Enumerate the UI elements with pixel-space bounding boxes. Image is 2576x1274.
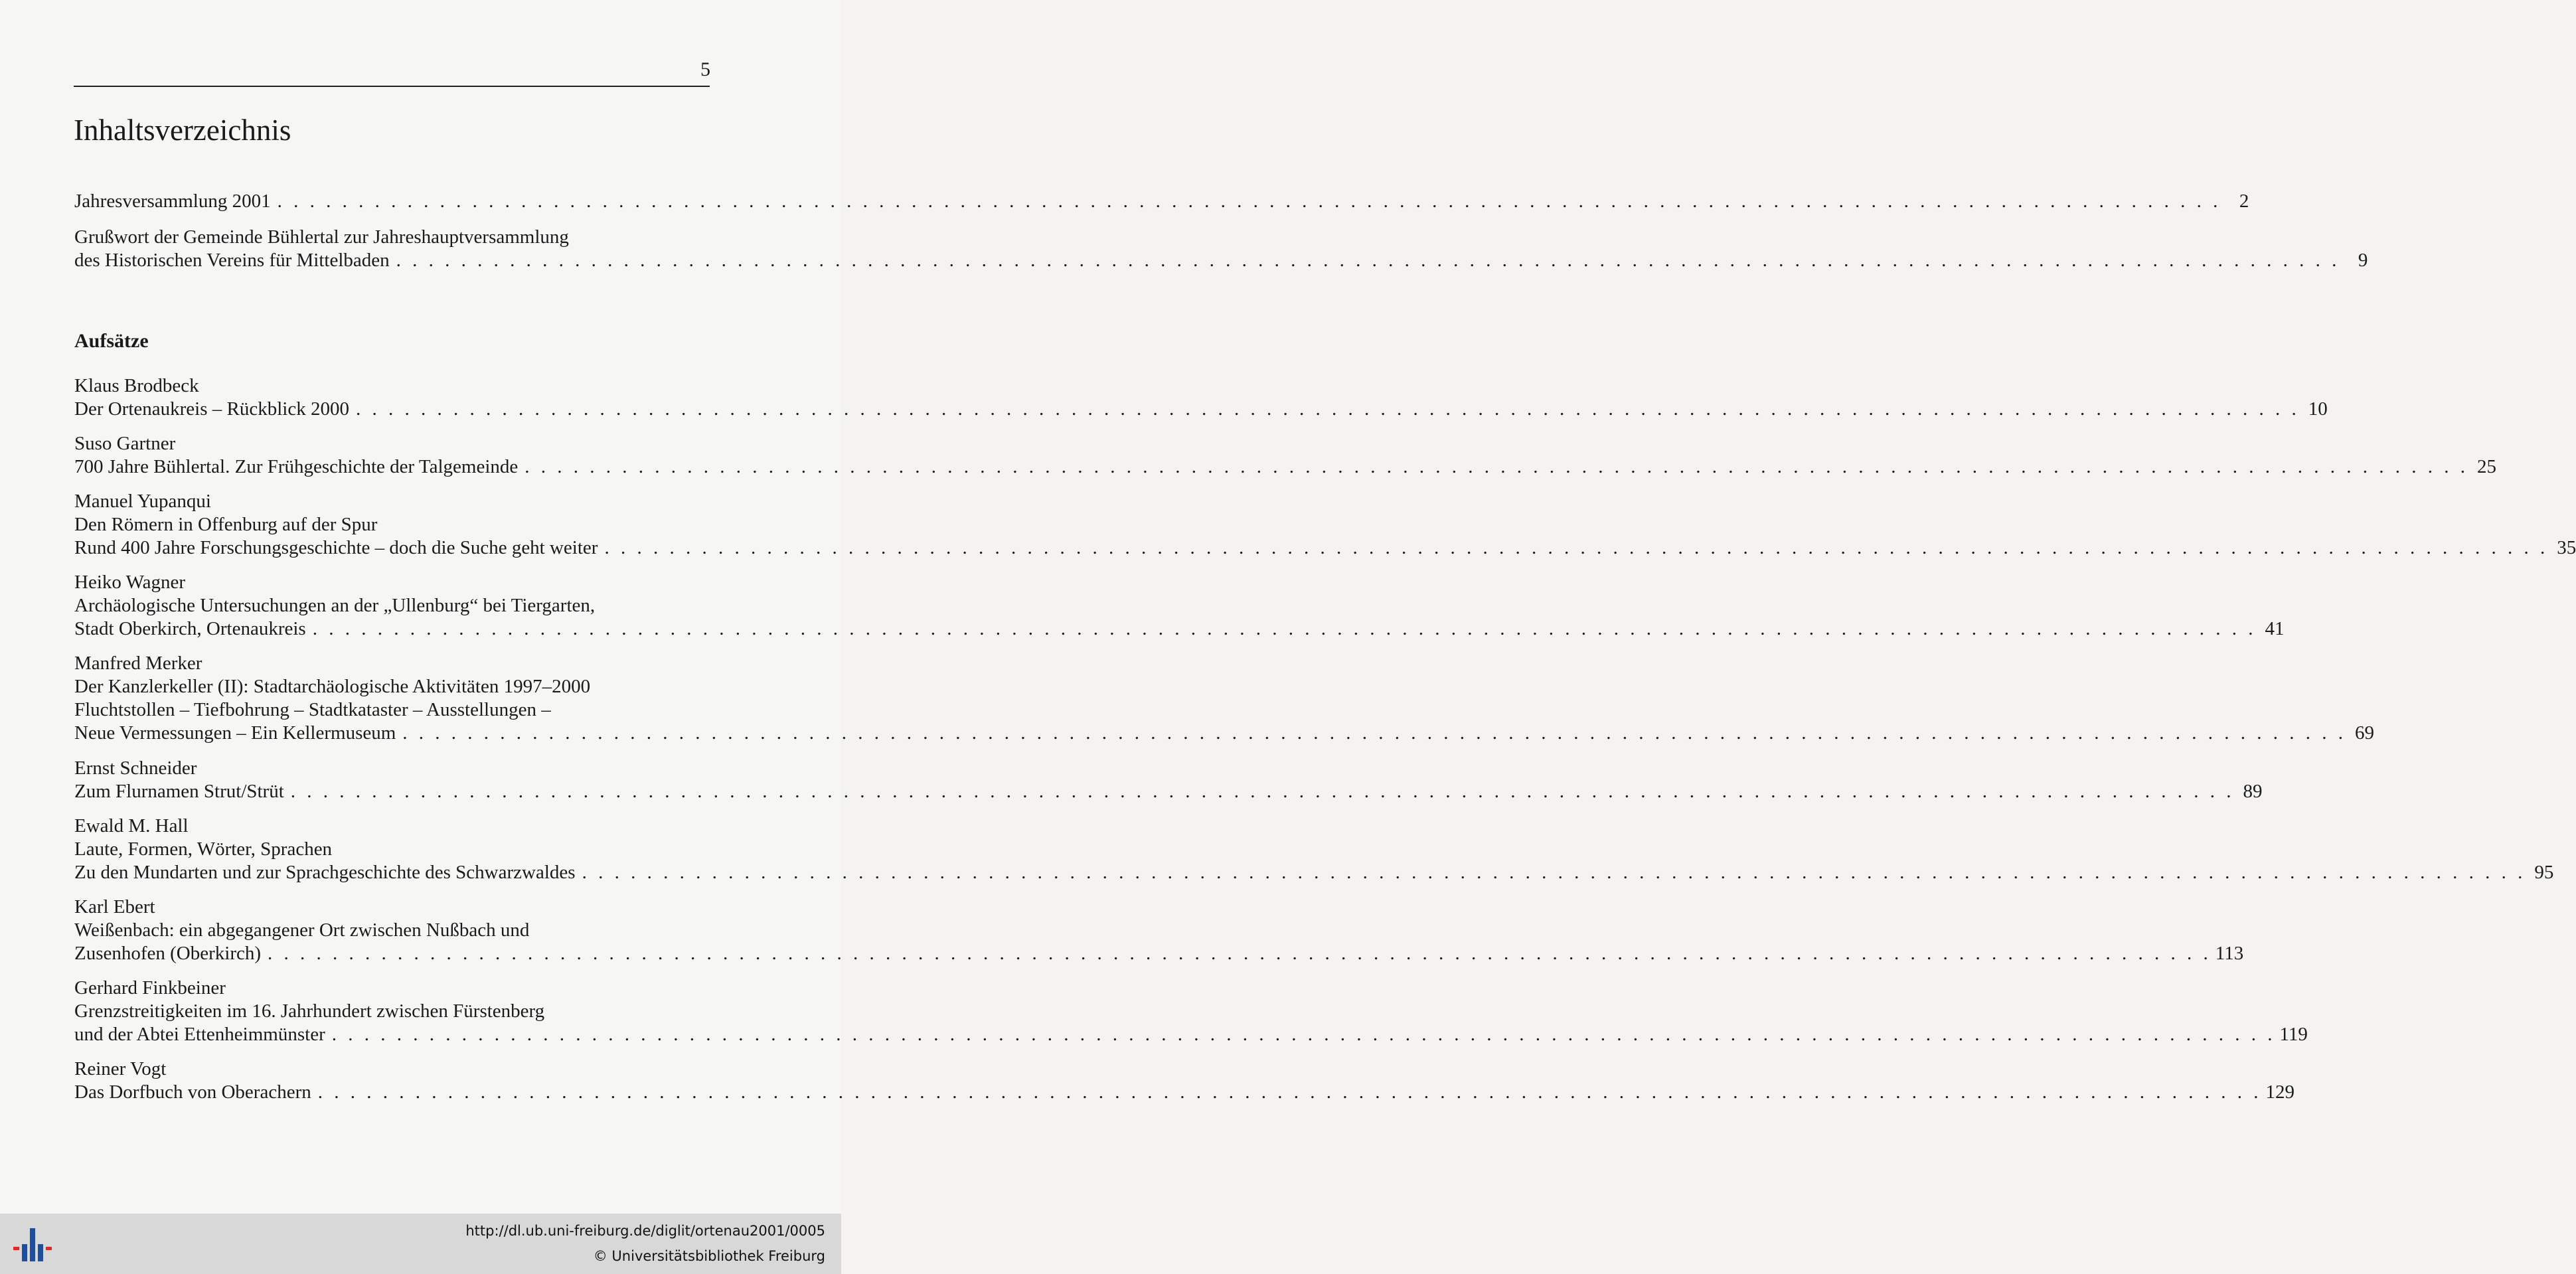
entry-leader-line [74,190,2249,213]
dot-leader: . . . . . . . . . . . . . . . . . . . . . . . . . . . . . . . . . . . . . . . . . . . . . . . . . . . . . . . . . . . . . . . . . . . . . . . . . . . . . . . . . . . . . . . . . . . . . . . . . . . . . . . . . . . . . . . . . . . . . . . . [396,250,2340,271]
ub-freiburg-logo-icon [12,1224,53,1265]
entry-page-number: 95 [2534,862,2554,883]
header-rule [74,86,710,87]
entry-title-line: 700 Jahre Bühlertal. Zur Frühgeschichte der Talgemeinde [74,456,519,477]
dot-leader: . . . . . . . . . . . . . . . . . . . . . . . . . . . . . . . . . . . . . . . . . . . . . . . . . . . . . . . . . . . . . . . . . . . . . . . . . . . . . . . . . . . . . . . . . . . . . . . . . . . . . . . . . . . . . . . . . . . . . . . . [604,537,2549,558]
entry-title-line: Das Dorfbuch von Oberachern [74,1081,311,1103]
entry-leader-line [74,617,2285,641]
entry-author: Ernst Schneider [74,757,197,779]
entry-page-number: 41 [2265,618,2285,639]
article-entry [74,571,2285,641]
article-entry [74,977,2308,1046]
entry-leader-line [74,398,2328,421]
entry-leader-line [74,722,2375,745]
page-number: 5 [700,58,710,80]
article-entry [74,374,2328,421]
entry-title-line: Neue Vermessungen – Ein Kellermuseum [74,722,396,744]
entry-page-number: 89 [2243,781,2263,802]
article-entry [74,490,2576,560]
article-entry [74,652,2375,745]
entry-page-number: 129 [2265,1081,2294,1103]
entry-leader-line [74,1023,2308,1046]
entry-author: Reiner Vogt [74,1058,167,1079]
entry-author: Klaus Brodbeck [74,375,199,396]
entry-title-line: des Historischen Vereins für Mittelbaden [74,250,390,271]
footer-copyright: © Universitätsbibliothek Freiburg [593,1248,825,1264]
entry-title-line: Der Kanzlerkeller (II): Stadtarchäologische Aktivitäten 1997–2000 [74,676,591,697]
dot-leader: . . . . . . . . . . . . . . . . . . . . . . . . . . . . . . . . . . . . . . . . . . . . . . . . . . . . . . . . . . . . . . . . . . . . . . . . . . . . . . . . . . . . . . . . . . . . . . . . . . . . . . . . . . . . . . . . . . . . . . . . [312,618,2257,639]
entry-author: Karl Ebert [74,896,155,917]
dot-leader: . . . . . . . . . . . . . . . . . . . . . . . . . . . . . . . . . . . . . . . . . . . . . . . . . . . . . . . . . . . . . . . . . . . . . . . . . . . . . . . . . . . . . . . . . . . . . . . . . . . . . . . . . . . . . . . . . . . . . . . . [331,1024,2276,1045]
entry-page-number: 69 [2355,722,2375,744]
entry-page-number: 2 [2239,191,2249,212]
dot-leader: . . . . . . . . . . . . . . . . . . . . . . . . . . . . . . . . . . . . . . . . . . . . . . . . . . . . . . . . . . . . . . . . . . . . . . . . . . . . . . . . . . . . . . . . . . . . . . . . . . . . . . . . . . . . . . . . . . . . . . . . [582,862,2526,883]
entry-title-line: Grenzstreitigkeiten im 16. Jahrhundert zwischen Fürstenberg [74,1000,545,1022]
dot-leader: . . . . . . . . . . . . . . . . . . . . . . . . . . . . . . . . . . . . . . . . . . . . . . . . . . . . . . . . . . . . . . . . . . . . . . . . . . . . . . . . . . . . . . . . . . . . . . . . . . . . . . . . . . . . . . . . . . . . . . . . [290,781,2235,802]
entry-leader-line [74,455,2496,479]
section-heading: Aufsätze [74,330,149,352]
footer-url-link[interactable]: http://dl.ub.uni-freiburg.de/diglit/ortenau2001/0005 [465,1223,825,1239]
entry-page-number: 113 [2215,943,2244,964]
entry-title-line: Laute, Formen, Wörter, Sprachen [74,838,333,860]
entry-page-number: 35 [2557,537,2576,558]
entry-title-line: Jahresversammlung 2001 [74,191,271,212]
dot-leader: . . . . . . . . . . . . . . . . . . . . . . . . . . . . . . . . . . . . . . . . . . . . . . . . . . . . . . . . . . . . . . . . . . . . . . . . . . . . . . . . . . . . . . . . . . . . . . . . . . . . . . . . . . . . . . . . . . . . . . . . [268,943,2212,964]
entry-leader-line [74,780,2263,803]
entry-page-number: 9 [2358,250,2368,271]
entry-title-line: Zusenhofen (Oberkirch) [74,943,262,964]
entry-leader-line [74,861,2554,884]
footer-bar [0,1214,841,1274]
entry-title-line: Grußwort der Gemeinde Bühlertal zur Jahreshauptversammlung [74,226,569,248]
entry-page-number: 25 [2477,456,2496,477]
entry-author: Gerhard Finkbeiner [74,977,226,998]
intro-entry [74,226,2368,272]
article-entry [74,432,2496,479]
dot-leader: . . . . . . . . . . . . . . . . . . . . . . . . . . . . . . . . . . . . . . . . . . . . . . . . . . . . . . . . . . . . . . . . . . . . . . . . . . . . . . . . . . . . . . . . . . . . . . . . . . . . . . . . . . . . . . . . . . . . . . . . [402,722,2347,744]
entry-title-line: Archäologische Untersuchungen an der „Ullenburg“ bei Tiergarten, [74,595,596,616]
page-title: Inhaltsverzeichnis [74,114,291,147]
article-entry [74,1058,2294,1104]
entry-leader-line [74,942,2244,965]
dot-leader: . . . . . . . . . . . . . . . . . . . . . . . . . . . . . . . . . . . . . . . . . . . . . . . . . . . . . . . . . . . . . . . . . . . . . . . . . . . . . . . . . . . . . . . . . . . . . . . . . . . . . . . . . . . . . . . . . . . . . . . . [317,1081,2262,1103]
entry-author: Manuel Yupanqui [74,491,211,512]
article-entry [74,757,2263,803]
entry-title-line: Weißenbach: ein abgegangener Ort zwischen Nußbach und [74,919,530,941]
entry-title-line: Zu den Mundarten und zur Sprachgeschichte des Schwarzwaldes [74,862,576,883]
article-entry [74,815,2554,884]
entry-leader-line [74,536,2576,560]
intro-entry [74,190,2249,213]
entry-page-number: 10 [2308,398,2328,420]
entry-author: Manfred Merker [74,653,202,674]
entry-author: Heiko Wagner [74,572,186,593]
entry-page-number: 119 [2279,1024,2308,1045]
dot-leader: . . . . . . . . . . . . . . . . . . . . . . . . . . . . . . . . . . . . . . . . . . . . . . . . . . . . . . . . . . . . . . . . . . . . . . . . . . . . . . . . . . . . . . . . . . . . . . . . . . . . . . . . . . . . . . . . . . . . . . . . [524,456,2468,477]
entry-title-line: Den Römern in Offenburg auf der Spur [74,514,378,535]
entry-title-line: und der Abtei Ettenheimmünster [74,1024,325,1045]
entry-title-line: Stadt Oberkirch, Ortenaukreis [74,618,306,639]
entry-leader-line [74,1081,2294,1104]
entry-title-line: Der Ortenaukreis – Rückblick 2000 [74,398,349,420]
dot-leader: . . . . . . . . . . . . . . . . . . . . . . . . . . . . . . . . . . . . . . . . . . . . . . . . . . . . . . . . . . . . . . . . . . . . . . . . . . . . . . . . . . . . . . . . . . . . . . . . . . . . . . . . . . . . . . . . . . . . . . . . [277,191,2221,212]
article-entry [74,896,2244,965]
dot-leader: . . . . . . . . . . . . . . . . . . . . . . . . . . . . . . . . . . . . . . . . . . . . . . . . . . . . . . . . . . . . . . . . . . . . . . . . . . . . . . . . . . . . . . . . . . . . . . . . . . . . . . . . . . . . . . . . . . . . . . . . [355,398,2300,420]
entry-leader-line [74,249,2368,272]
entry-title-line: Fluchtstollen – Tiefbohrung – Stadtkataster – Ausstellungen – [74,699,551,720]
entry-author: Ewald M. Hall [74,815,189,836]
entry-author: Suso Gartner [74,433,176,454]
entry-title-line: Rund 400 Jahre Forschungsgeschichte – doch die Suche geht weiter [74,537,598,558]
entry-title-line: Zum Flurnamen Strut/Strüt [74,781,284,802]
